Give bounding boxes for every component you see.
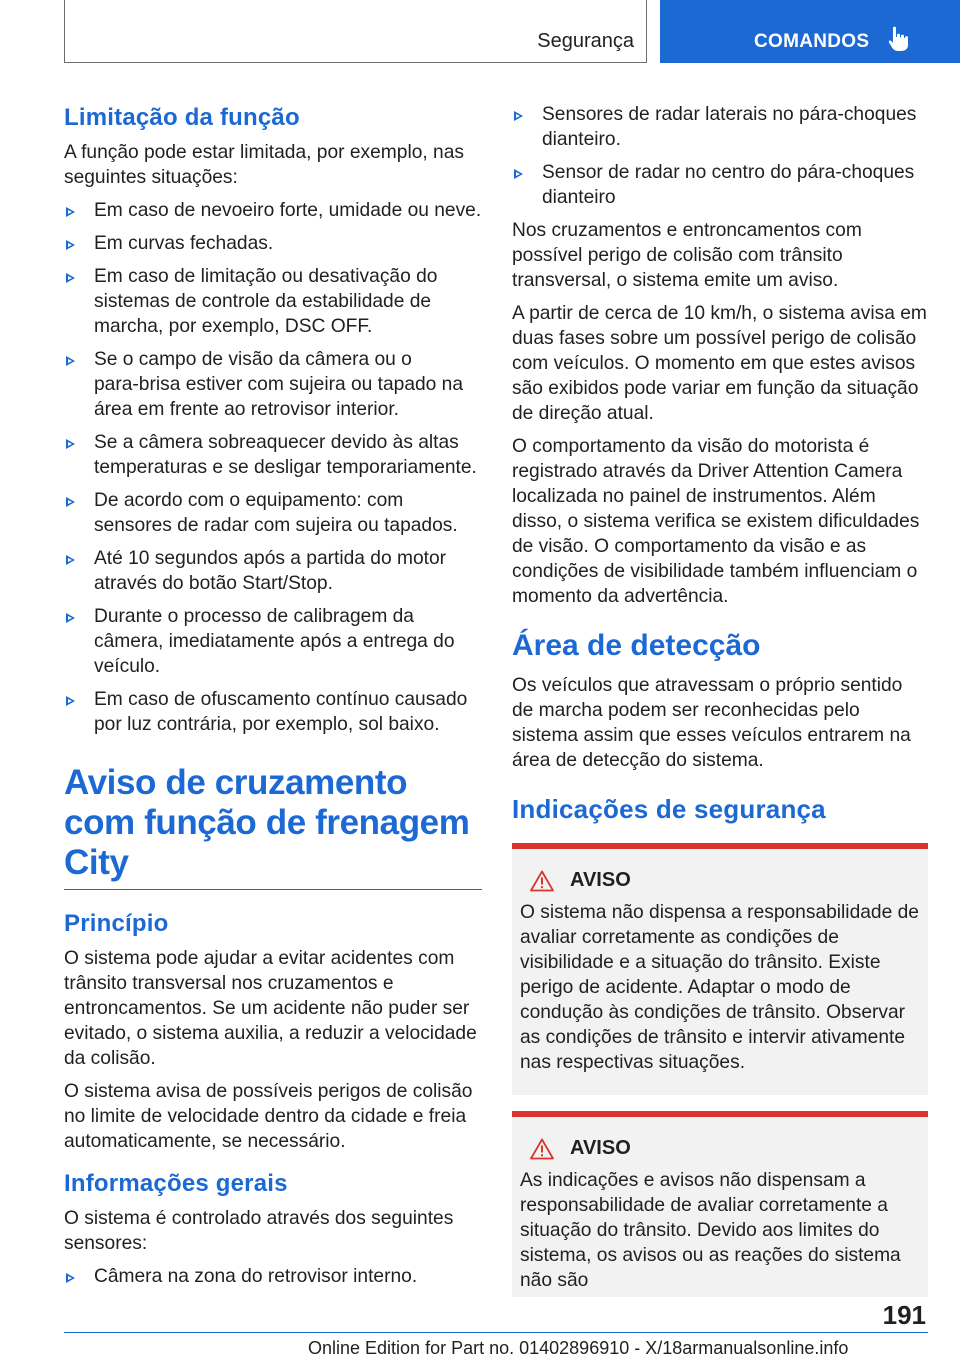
list-item: Se a câmera sobreaquecer devido às altas temperaturas e se desligar temporariamente. bbox=[64, 430, 482, 480]
warning-title: AVISO bbox=[570, 1137, 631, 1159]
principle-paragraph-1: O sistema pode ajudar a evitar acidentes com trânsito transversal nos cruzamentos e entroncamentos. Se um acidente não puder ser evitado, o sistema auxilia, a reduzir a velocidade da colisão. bbox=[64, 948, 477, 1069]
general-info-heading: Informações gerais bbox=[64, 1170, 288, 1197]
general-info-intro: O sistema é controlado através dos seguintes sensores: bbox=[64, 1208, 454, 1254]
hand-pointer-icon bbox=[888, 26, 910, 57]
header-chapter-label: COMANDOS bbox=[754, 31, 870, 52]
sensor-list-left bbox=[64, 1264, 482, 1289]
list-item: Em caso de nevoeiro forte, umidade ou neve. bbox=[64, 198, 482, 223]
page-number: 191 bbox=[882, 1300, 926, 1330]
bullet-triangle-icon bbox=[66, 207, 75, 217]
bullet-triangle-icon bbox=[66, 356, 75, 366]
bullet-triangle-icon bbox=[66, 497, 75, 507]
bullet-triangle-icon bbox=[66, 1273, 75, 1283]
list-item: Durante o processo de calibragem da câmera, imediatamente após a entrega do veículo. bbox=[64, 604, 482, 679]
footer-edition bbox=[308, 1338, 848, 1359]
two-stage-warning-paragraph: A partir de cerca de 10 km/h, o sistema avisa em duas fases sobre um possível perigo de colisão com veículos. O momento em que estes avisos são exibidos pode variar em função da situação de direção atual. bbox=[512, 303, 927, 424]
principle-paragraph-2: O sistema avisa de possíveis perigos de colisão no limite de velocidade dentro da cidade e freia automaticamente, se necessário. bbox=[64, 1081, 473, 1152]
detection-area-heading: Área de detecção bbox=[512, 629, 761, 662]
limitation-intro: A função pode estar limitada, por exemplo, nas seguintes situações: bbox=[64, 142, 464, 188]
bullet-triangle-icon bbox=[66, 439, 75, 449]
bullet-triangle-icon bbox=[66, 240, 75, 250]
bullet-triangle-icon bbox=[66, 613, 75, 623]
principle-heading: Princípio bbox=[64, 910, 169, 937]
driver-attention-paragraph: O comportamento da visão do motorista é registrado através da Driver Attention Camera localizada no painel de instrumentos. Além disso, o sistema verifica se existem dificuldades de visão. O comportamento da visão e as condições de visibilidade também influenciam o momento da advertência. bbox=[512, 436, 920, 607]
bullet-triangle-icon bbox=[66, 696, 75, 706]
header-section-box bbox=[64, 0, 647, 63]
warning-text: O sistema não dispensa a responsabilidade de avaliar corretamente as condições de visibilidade e a situação do trânsito. Existe perigo de acidente. Adaptar o modo de condução às condições de trânsito. Observar as condições de trânsito e intervir ativamente nas respectivas situações. bbox=[520, 902, 919, 1073]
left-column bbox=[64, 102, 482, 1297]
warning-box bbox=[512, 843, 928, 1095]
list-item: Sensor de radar no centro do pára‑choques dianteiro bbox=[512, 160, 928, 210]
bullet-triangle-icon bbox=[514, 111, 523, 121]
footer-rule bbox=[64, 1332, 928, 1333]
list-item: Sensores de radar laterais no pára‑choques dianteiro. bbox=[512, 102, 928, 152]
header-chapter-tab[interactable] bbox=[660, 0, 960, 63]
list-item: Em caso de ofuscamento contínuo causado por luz contrária, por exemplo, sol baixo. bbox=[64, 687, 482, 737]
chapter-title: Aviso de cruzamento com função de frenagem City bbox=[64, 763, 482, 890]
warning-box bbox=[512, 1111, 928, 1297]
list-item: De acordo com o equipamento: com sensores de radar com sujeira ou tapados. bbox=[64, 488, 482, 538]
watermark-text: armanualsonline.info bbox=[682, 1338, 849, 1358]
warning-triangle-icon bbox=[530, 870, 554, 892]
warning-title: AVISO bbox=[570, 869, 631, 891]
warning-text: As indicações e avisos não dispensam a responsabilidade de avaliar corretamente a situação do trânsito. Devido aos limites do sistema, os avisos ou as reações do sistema não são bbox=[520, 1170, 901, 1291]
list-item: Câmera na zona do retrovisor interno. bbox=[64, 1264, 482, 1289]
warning-triangle-icon bbox=[530, 1138, 554, 1160]
bullet-triangle-icon bbox=[66, 273, 75, 283]
safety-heading: Indicações de segurança bbox=[512, 794, 826, 824]
header-section-title: Segurança bbox=[537, 30, 634, 52]
bullet-triangle-icon bbox=[514, 169, 523, 179]
limitation-list bbox=[64, 198, 482, 737]
limitation-heading: Limitação da função bbox=[64, 104, 300, 131]
bullet-triangle-icon bbox=[66, 555, 75, 565]
list-item: Em caso de limitação ou desativação do sistemas de controle da estabilidade de marcha, por exemplo, DSC OFF. bbox=[64, 264, 482, 339]
edition-text: Online Edition for Part no. 01402896910 - X/18 bbox=[308, 1338, 683, 1358]
right-column bbox=[512, 102, 928, 1313]
list-item: Até 10 segundos após a partida do motor através do botão Start/Stop. bbox=[64, 546, 482, 596]
sensor-list-right bbox=[512, 102, 928, 210]
detection-area-text: Os veículos que atravessam o próprio sentido de marcha podem ser reconhecidas pelo sistema assim que esses veículos entrarem na área de detecção do sistema. bbox=[512, 675, 911, 771]
list-item: Em curvas fechadas. bbox=[64, 231, 482, 256]
crossing-warning-paragraph: Nos cruzamentos e entroncamentos com possível perigo de colisão com trânsito transversal, o sistema emite um aviso. bbox=[512, 220, 862, 291]
list-item: Se o campo de visão da câmera ou o para‑brisa estiver com sujeira ou tapado na área em frente ao retrovisor interior. bbox=[64, 347, 482, 422]
